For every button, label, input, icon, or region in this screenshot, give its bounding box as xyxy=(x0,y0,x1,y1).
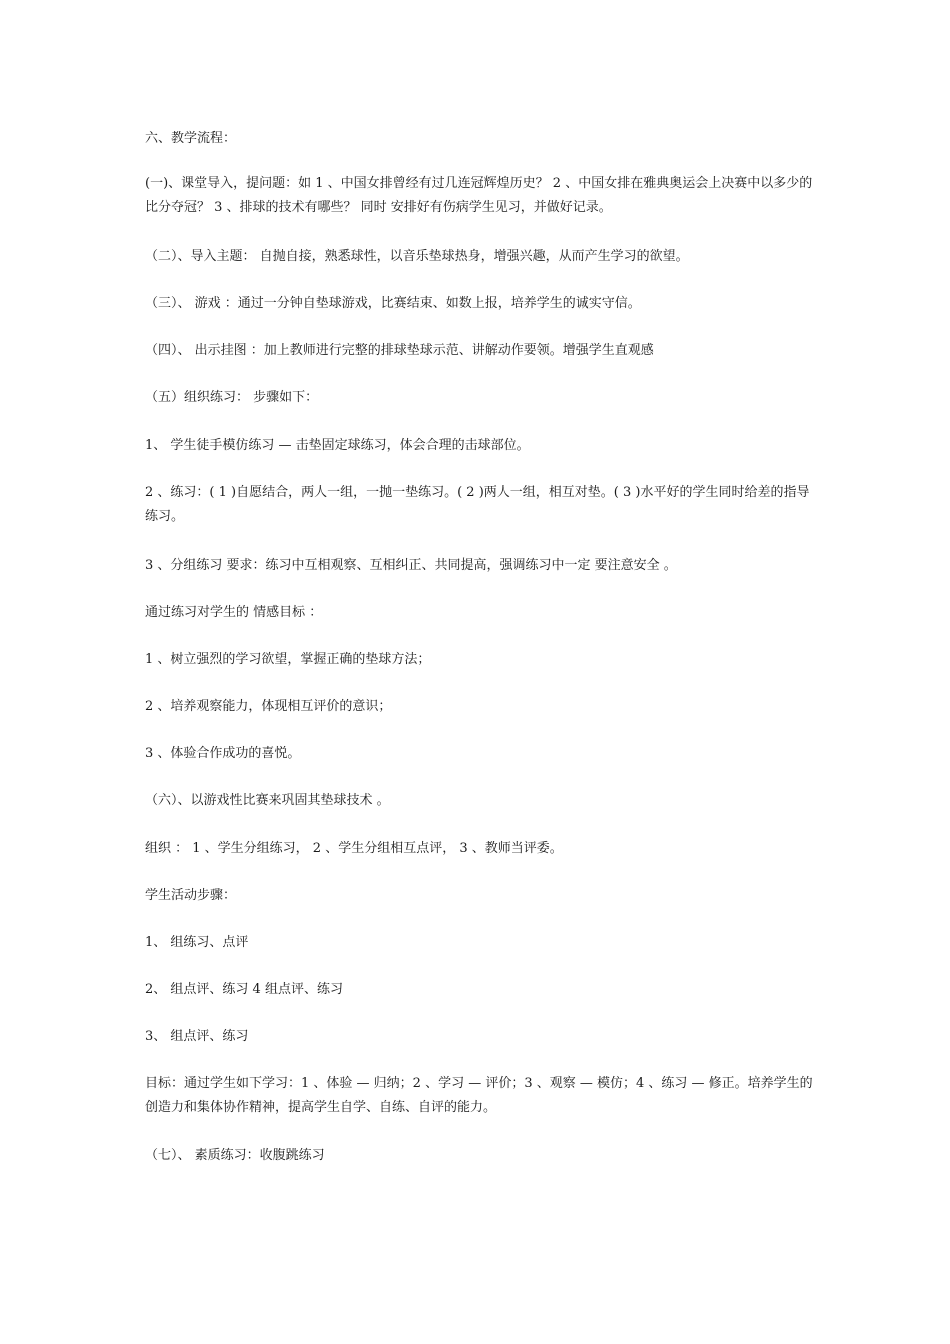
paragraph-theme: （二）、导入主题： 自抛自接，熟悉球性，以音乐垫球热身，增强兴趣，从而产生学习的欲望。 xyxy=(145,249,689,264)
list-item-activity-2: 2、 组点评、练习 4 组点评、练习 xyxy=(145,982,343,997)
list-item-step-2: 2 、练习：( 1 )自愿结合，两人一组，一抛一垫练习。( 2 )两人一组，相互对垫。( 3 )水平好的学生同时给差的指导 练习。 xyxy=(145,485,810,524)
paragraph-organize-practice: （五）组织练习： 步骤如下： xyxy=(145,390,319,405)
paragraph-emotional-goals: 通过练习对学生的 情感目标 ： xyxy=(145,605,323,620)
list-item-goal-3: 3 、体验合作成功的喜悦。 xyxy=(145,746,301,761)
list-item-goal-1: 1 、树立强烈的学习欲望，掌握正确的垫球方法； xyxy=(145,652,431,667)
paragraph-fitness-practice: （七）、 素质练习：收腹跳练习 xyxy=(145,1148,325,1163)
list-item-activity-1: 1、 组练习、点评 xyxy=(145,935,249,950)
list-item-step-3: 3 、分组练习 要求：练习中互相观察、互相纠正、共同提高，强调练习中一定 要注意安全 。 xyxy=(145,558,677,573)
paragraph-objective: 目标：通过学生如下学习：1 、体验 — 归纳；2 、学习 — 评价；3 、观察 — 模仿；4 、练习 — 修正。培养学生的创造力和集体协作精神，提高学生自学、自练、自评的能力。 xyxy=(145,1076,813,1115)
paragraph-game: （三）、 游戏 ：通过一分钟自垫球游戏，比赛结束、如数上报，培养学生的诚实守信。 xyxy=(145,296,641,311)
paragraph-wall-chart: （四）、 出示挂图 ：加上教师进行完整的排球垫球示范、讲解动作要领。增强学生直观感 xyxy=(145,343,654,358)
paragraph-intro: (一)、课堂导入，提问题：如 1 、中国女排曾经有过几连冠辉煌历史？ 2 、中国女排在雅典奥运会上决赛中以多少的比分夺冠？ 3 、排球的技术有哪些？ 同时 安排好有伤病学生见习，并做好记录。 xyxy=(145,176,813,215)
list-item-step-1: 1、 学生徒手模仿练习 — 击垫固定球练习，体会合理的击球部位。 xyxy=(145,438,530,453)
paragraph-game-competition: （六）、以游戏性比赛来巩固其垫球技术 。 xyxy=(145,793,390,808)
paragraph-student-steps: 学生活动步骤： xyxy=(145,888,237,903)
section-heading-teaching-flow: 六、教学流程： xyxy=(145,131,237,146)
list-item-goal-2: 2 、培养观察能力，体现相互评价的意识； xyxy=(145,699,392,714)
paragraph-organization: 组织 ： 1 、学生分组练习， 2 、学生分组相互点评， 3 、教师当评委。 xyxy=(145,841,563,856)
list-item-activity-3: 3、 组点评、练习 xyxy=(145,1029,249,1044)
